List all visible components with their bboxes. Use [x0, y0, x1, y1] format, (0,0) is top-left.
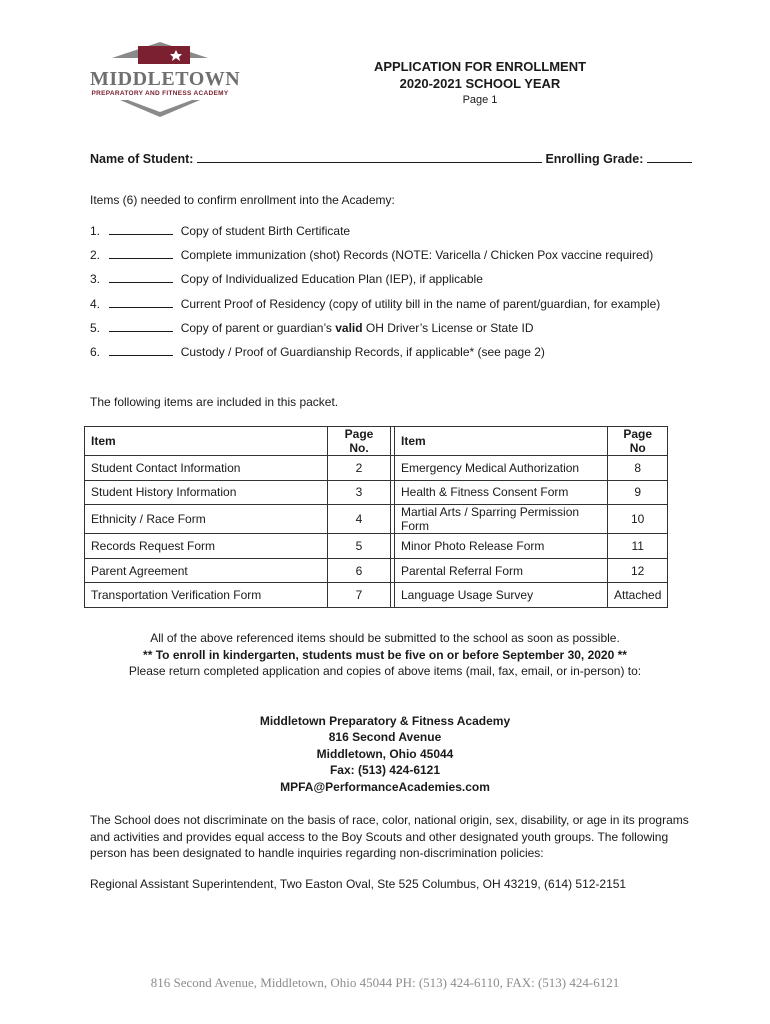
- checkoff-blank[interactable]: [109, 296, 173, 308]
- table-row: Transportation Verification Form 7 Language Usage Survey Attached: [85, 583, 668, 608]
- school-email[interactable]: MPFA@PerformanceAcademies.com: [280, 779, 490, 794]
- notice-line-3: Please return completed application and copies of above items (mail, fax, email, or in-person) to:: [128, 664, 642, 678]
- table-row: Parent Agreement 6 Parental Referral Form 12: [85, 558, 668, 583]
- logo-subtitle: PREPARATORY AND FITNESS ACADEMY: [91, 90, 229, 97]
- document-header: [300, 58, 660, 109]
- page-number: Page 1: [462, 94, 498, 106]
- table-row: Records Request Form 5 Minor Photo Release Form 11: [85, 534, 668, 559]
- regional-contact: Regional Assistant Superintendent, Two Easton Oval, Ste 525 Columbus, OH 43219, (614) 512-2151: [90, 877, 627, 891]
- student-name-field[interactable]: [197, 150, 542, 163]
- non-discrimination-statement: The School does not discriminate on the basis of race, color, national origin, sex, disability, or age in its programs and activities and provides equal access to the Boy Scouts and other designated youth groups. The following person has been designated to handle inquiries regarding non-discrimination policies:: [90, 813, 689, 860]
- school-logo: [90, 40, 241, 118]
- document-title: APPLICATION FOR ENROLLMENT: [373, 59, 587, 74]
- packet-items-table: [84, 426, 668, 608]
- table-header-row: Item Page No. Item Page No: [85, 427, 668, 456]
- table-row: Student History Information 3 Health & Fitness Consent Form 9: [85, 480, 668, 505]
- checkoff-blank[interactable]: [109, 223, 173, 235]
- list-item: 5. Copy of parent or guardian’s valid OH Driver’s License or State ID: [90, 320, 534, 335]
- checkoff-blank[interactable]: [109, 344, 173, 356]
- list-item: 2. Complete immunization (shot) Records (NOTE: Varicella / Chicken Pox vaccine required): [90, 248, 654, 263]
- school-name: Middletown Preparatory & Fitness Academy: [259, 714, 511, 728]
- logo-wordmark: MIDDLETOWN: [90, 68, 241, 90]
- table-row: Student Contact Information 2 Emergency Medical Authorization 8: [85, 456, 668, 481]
- table-row: Ethnicity / Race Form 4 Martial Arts / Sparring Permission Form 10: [85, 505, 668, 534]
- requirements-intro: Items (6) needed to confirm enrollment into the Academy:: [90, 193, 395, 207]
- page-footer: 816 Second Avenue, Middletown, Ohio 45044 PH: (513) 424-6110, FAX: (513) 424-6121: [150, 975, 620, 990]
- school-street: 816 Second Avenue: [328, 730, 442, 745]
- checkoff-blank[interactable]: [109, 271, 173, 283]
- list-item: 4. Current Proof of Residency (copy of utility bill in the name of parent/guardian, for example): [90, 296, 661, 311]
- requirements-list: [90, 223, 660, 368]
- school-city: Middletown, Ohio 45044: [316, 746, 454, 761]
- submission-notice: [60, 630, 710, 680]
- checkoff-blank[interactable]: [109, 320, 173, 332]
- checkoff-blank[interactable]: [109, 247, 173, 259]
- student-name-row: [90, 150, 692, 166]
- packet-intro: The following items are included in this packet.: [90, 395, 339, 409]
- enrolling-grade-label: Enrolling Grade:: [545, 152, 644, 166]
- kindergarten-notice: ** To enroll in kindergarten, students must be five on or before September 30, 2020 **: [143, 647, 627, 662]
- school-year: 2020-2021 SCHOOL YEAR: [399, 76, 561, 91]
- list-item: 6. Custody / Proof of Guardianship Records, if applicable* (see page 2): [90, 344, 545, 359]
- school-address: [60, 713, 710, 795]
- enrolling-grade-field[interactable]: [647, 150, 692, 163]
- student-name-label: Name of Student:: [90, 152, 194, 166]
- list-item: 1. Copy of student Birth Certificate: [90, 224, 351, 238]
- list-item: 3. Copy of Individualized Education Plan (IEP), if applicable: [90, 272, 483, 287]
- notice-line-1: All of the above referenced items should be submitted to the school as soon as possible.: [150, 631, 620, 645]
- school-fax: Fax: (513) 424-6121: [329, 763, 441, 778]
